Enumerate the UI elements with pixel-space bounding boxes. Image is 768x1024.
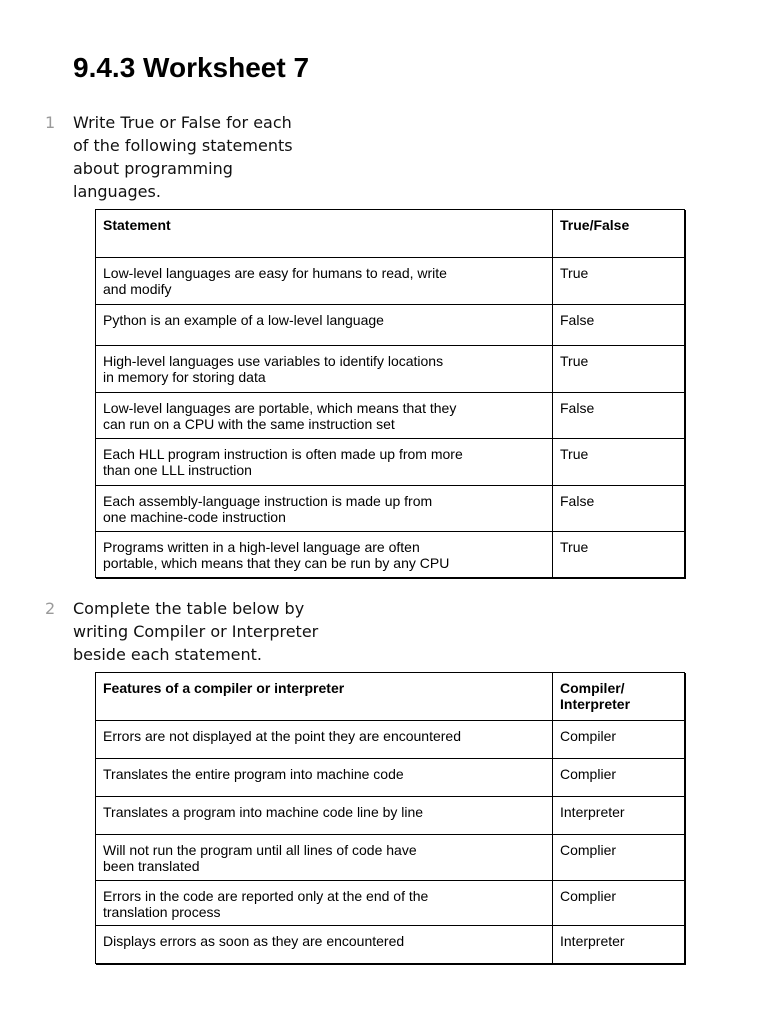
cell-line: Errors are not displayed at the point they are encountered [103, 728, 461, 744]
true-false-table [95, 209, 685, 578]
answer-cell: Interpreter [553, 926, 685, 964]
table-row [96, 439, 685, 486]
table-row [96, 258, 685, 305]
answer-cell: Complier [553, 881, 685, 926]
statement-cell [96, 881, 553, 926]
answer-cell: False [553, 393, 685, 439]
answer-cell: Complier [553, 759, 685, 797]
statement-cell [96, 721, 553, 759]
statement-cell [96, 305, 553, 346]
statement-cell [96, 486, 553, 532]
table-row [96, 797, 685, 835]
cell-line: High-level languages use variables to identify locations [103, 353, 444, 369]
question-number: 2 [45, 599, 56, 618]
cell-line: translation process [103, 904, 221, 920]
prompt-line: writing Compiler or Interpreter [73, 622, 319, 641]
prompt-line: Complete the table below by [73, 599, 305, 618]
table-row [96, 759, 685, 797]
statement-cell [96, 439, 553, 486]
cell-line: Translates a program into machine code line by line [103, 804, 424, 820]
cell-line: been translated [103, 858, 200, 874]
question-prompt [73, 597, 343, 666]
cell-line: Low-level languages are easy for humans to read, write [103, 265, 447, 281]
answer-cell: Compiler [553, 721, 685, 759]
cell-line: Displays errors as soon as they are encountered [103, 933, 405, 949]
prompt-line: Write True or False for each [73, 113, 292, 132]
prompt-line: beside each statement. [73, 645, 262, 664]
answer-cell: False [553, 486, 685, 532]
column-header-features: Features of a compiler or interpreter [96, 673, 553, 721]
statement-cell [96, 258, 553, 305]
page-title: 9.4.3 Worksheet 7 [73, 52, 310, 83]
cell-line: Each assembly-language instruction is made up from [103, 493, 433, 509]
column-header-true-false: True/False [553, 210, 685, 258]
prompt-line: about programming [73, 159, 233, 178]
cell-line: Each HLL program instruction is often made up from more [103, 446, 463, 462]
cell-line: and modify [103, 281, 172, 297]
table-row [96, 926, 685, 964]
table-row [96, 881, 685, 926]
prompt-line: languages. [73, 182, 161, 201]
cell-line: can run on a CPU with the same instruction set [103, 416, 395, 432]
statement-cell [96, 926, 553, 964]
cell-line: one machine-code instruction [103, 509, 286, 525]
table-row [96, 305, 685, 346]
statement-cell [96, 835, 553, 881]
table-row [96, 486, 685, 532]
answer-cell: Complier [553, 835, 685, 881]
prompt-line: of the following statements [73, 136, 293, 155]
column-header-compiler-interpreter [553, 673, 685, 721]
statement-cell [96, 797, 553, 835]
answer-cell: False [553, 305, 685, 346]
table-row [96, 346, 685, 393]
table-row [96, 532, 685, 578]
cell-line: Low-level languages are portable, which means that they [103, 400, 457, 416]
header-line: Interpreter [560, 696, 631, 712]
statement-cell [96, 759, 553, 797]
table-row [96, 721, 685, 759]
cell-line: in memory for storing data [103, 369, 266, 385]
cell-line: Translates the entire program into machine code [103, 766, 404, 782]
answer-cell: Interpreter [553, 797, 685, 835]
answer-cell: True [553, 439, 685, 486]
table-row [96, 835, 685, 881]
answer-cell: True [553, 532, 685, 578]
statement-cell [96, 532, 553, 578]
table-row [96, 393, 685, 439]
statement-cell [96, 346, 553, 393]
header-line: Compiler/ [560, 680, 625, 696]
answer-cell: True [553, 346, 685, 393]
table-header-row [96, 210, 685, 258]
cell-line: Will not run the program until all lines of code have [103, 842, 417, 858]
question-prompt [73, 111, 343, 203]
cell-line: Programs written in a high-level language are often [103, 539, 420, 555]
cell-line: Errors in the code are reported only at the end of the [103, 888, 429, 904]
cell-line: than one LLL instruction [103, 462, 252, 478]
table-header-row [96, 673, 685, 721]
statement-cell [96, 393, 553, 439]
compiler-interpreter-table [95, 672, 685, 964]
cell-line: Python is an example of a low-level language [103, 312, 384, 328]
answer-cell: True [553, 258, 685, 305]
question-number: 1 [45, 113, 56, 132]
cell-line: portable, which means that they can be run by any CPU [103, 555, 450, 571]
column-header-statement: Statement [96, 210, 553, 258]
